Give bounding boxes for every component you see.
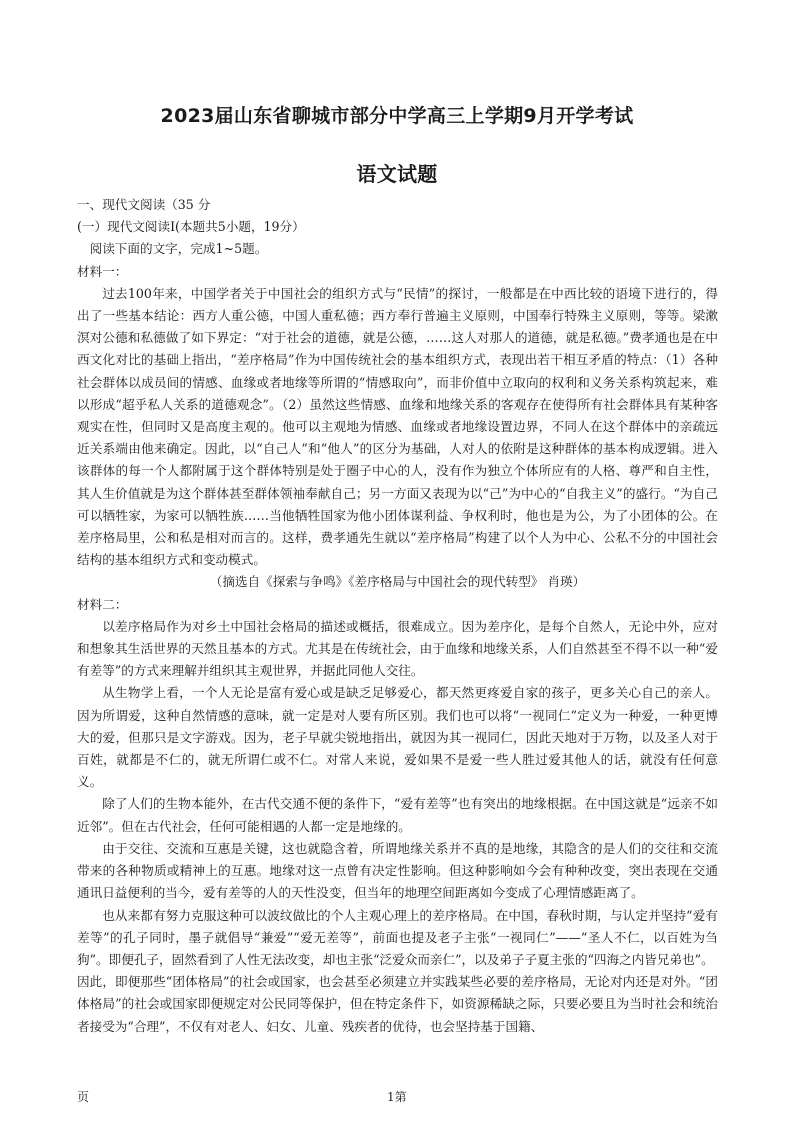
material1-paragraph: 过去100年来，中国学者关于中国社会的组织方式与“民情”的探讨，一般都是在中西比较的语境下进行的，得出了一些基本结论：西方人重公德，中国人重私德；西方奉行普遍主义原则，中国奉行特殊主义原则，等等。梁漱溟对公德和私德做了如下界定：“对于社会的道德，就是公德，……这人对那人的道德，就是私德。”费孝通也是在中西文化对比的基础上指出，“差序格局”作为中国传统社会的基本组织方式，表现出若干相互矛盾的特点：（1）各种社会群体以成员间的情感、血缘或者地缘等所谓的“情感取向”，而非价值中立取向的权利和义务关系构筑起来，难以形成“超乎私人关系的道德观念”。（2）虽然这些情感、血缘和地缘关系的客观存在使得所有社会群体具有某种客观实在性，但同时又是高度主观的。他可以主观地为情感、血缘或者地缘设置边界，不同人在这个群体中的亲疏远近关系端由他来确定。因此，以“自己人”和“他人”的区分为基础，人对人的依附是这种群体的基本构成逻辑。进入该群体的每一个人都附属于这个群体特别是处于圈子中心的人，没有作为独立个体所应有的人格、尊严和自主性，其人生价值就是为这个群体甚至群体领袖奉献自己；另一方面又表现为以“己”为中心的“自我主义”的盛行。“为自己可以牺牲家，为家可以牺牲族……当他牺牲国家为他小团体谋利益、争权利时，他也是为公，为了小团体的公。在差序格局里，公和私是相对而言的。这样，费孝通先生就以“差序格局”构建了以个人为中心、公私不分的中国社会结构的基本组织方式和变动模式。	[77, 285, 718, 568]
instruction: 阅读下面的文字，完成1~5题。	[89, 241, 268, 257]
section-heading: 一、现代文阅读（35 分	[77, 197, 211, 212]
material2-paragraph: 除了人们的生物本能外，在古代交通不便的条件下，“爱有差等”也有突出的地缘根据。在中国这就是“远亲不如近邻”。但在古代社会，任何可能相遇的人都一定是地缘的。	[77, 796, 718, 834]
material2-paragraph: 也从来都有努力克服这种可以波纹做比的个人主观心理上的差序格局。在中国，春秋时期，与认定并坚持“爱有差等”的孔子同时，墨子就倡导“兼爱”“爱无差等”，前面也提及老子主张“一视同仁”——“圣人不仁，以百姓为刍狗”。即便孔子，固然看到了人性无法改变，却也主张“泛爱众而亲仁”，以及弟子子夏主张的“四海之内皆兄弟也”。	[77, 907, 718, 967]
footer-left: 页	[77, 1090, 90, 1104]
material2-paragraph: 因此，即便那些“团体格局”的社会或国家，也会甚至必须建立并实践某些必要的差序格局，无论对内还是对外。“团体格局”的社会或国家即便规定对公民同等保护，但在特定条件下，如资源稀缺之际，只要必要且为当时社会和统治者接受为“合理”，不仅有对老人、妇女、儿童、残疾者的优待，也会坚持基于国籍、	[77, 974, 718, 1034]
material1-label: 材料一：	[77, 263, 128, 279]
exam-title: 2023届山东省聊城市部分中学高三上学期9月开学考试	[160, 105, 634, 127]
material2-label: 材料二：	[77, 596, 128, 612]
document-body	[77, 194, 718, 1038]
material2-paragraph: 以差序格局作为对乡土中国社会格局的描述或概括，很难成立。因为差序化，是每个自然人，无论中外，应对和想象其生活世界的天然且基本的方式。尤其是在传统社会，由于血缘和地缘关系，人们自然甚至不得不以一种“爱有差等”的方式来理解并组织其主观世界，并据此同他人交往。	[77, 618, 718, 679]
page-number: 1第	[387, 1090, 407, 1104]
subsection-heading: (一）现代文阅读Ⅰ(本题共5小题，19分）	[77, 219, 305, 235]
material2-paragraph: 由于交往、交流和互惠是关键，这也就隐含着，所谓地缘关系并不真的是地缘，其隐含的是人们的交往和交流带来的各种物质或精神上的互惠。地缘对这一点曾有决定性影响。但这种影响如今会有种种改变，突出表现在交通通讯日益便利的当今，爱有差等的人的天性没变，但当年的地理空间距离如今变成了心理情感距离了。	[77, 840, 718, 901]
exam-subtitle: 语文试题	[356, 162, 438, 186]
material2-paragraph: 从生物学上看，一个人无论是富有爱心或是缺乏足够爱心，都天然更疼爱自家的孩子，更多关心自己的亲人。因为所谓爱，这种自然情感的意味，就一定是对人要有所区别。我们也可以将“一视同仁”定义为一种爱，一种更博大的爱，但那只是文字游戏。因为，老子早就尖锐地指出，就因为其一视同仁，因此天地对于万物，以及圣人对于百姓，就都是不仁的，就无所谓仁或不仁。对常人来说，爱如果不是爱一些人胜过爱其他人的话，就没有任何意义。	[77, 685, 718, 790]
material1-source: （摘选自《探索与争鸣》《差序格局与中国社会的现代转型》 肖瑛）	[209, 574, 586, 590]
